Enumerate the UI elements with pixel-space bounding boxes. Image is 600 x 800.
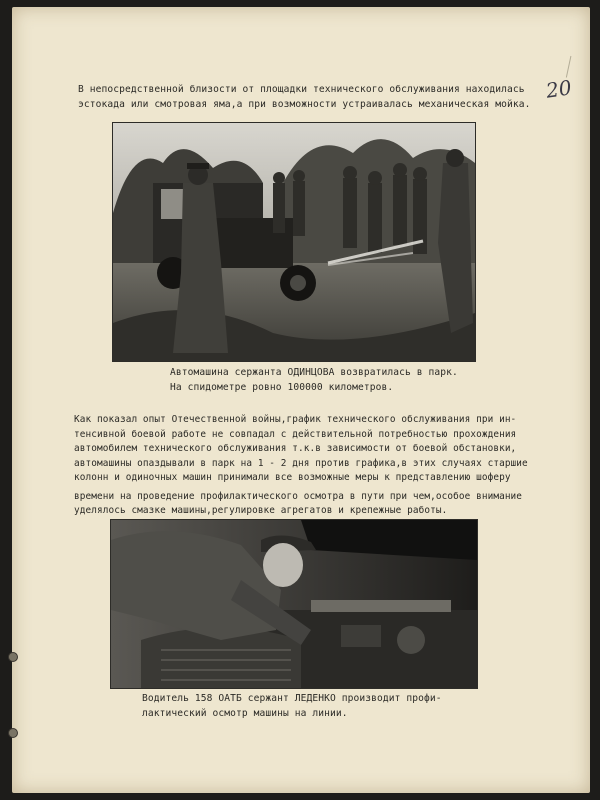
binding-hole — [8, 652, 18, 662]
body-line: автомашины опаздывали в парк на 1 - 2 дня против графика,в этих случаях старшие — [74, 457, 528, 469]
body-line: времени на проведение профилактического осмотра в пути при чем,особое внимание — [74, 490, 523, 502]
body-line: колонн и одиночных машин принимали все возможные меры к представлению шоферу — [74, 472, 511, 483]
photo-truck-washing — [112, 122, 476, 362]
body-line: уделялось смазке машины,регулировке агрегатов и крепежные работы. — [74, 505, 448, 516]
intro-paragraph — [78, 83, 530, 112]
photo-engine-inspection — [110, 519, 478, 689]
binding-hole — [8, 728, 18, 738]
caption-line: На спидометре ровно 100000 километров. — [170, 381, 394, 393]
caption-line: лактический осмотр машины на линии. — [142, 707, 348, 719]
truck-washing-image — [113, 123, 475, 361]
intro-line: В непосредственной близости от площадки технического обслуживания находилась — [78, 84, 525, 95]
intro-line: эстокада или смотровая яма,а при возможности устраивалась механическая мойка. — [78, 98, 531, 110]
body-line: тенсивной боевой работе не совпадал с действительной потребностью прохождения — [74, 428, 517, 440]
body-line: автомобилем технического обслуживания т.к.в зависимости от боевой обстановки, — [74, 443, 517, 454]
photo1-caption — [170, 366, 458, 395]
caption-line: Водитель 158 ОАТБ сержант ЛЕДЕНКО производит профи- — [142, 693, 442, 704]
body-paragraph — [74, 413, 528, 519]
engine-inspection-image — [111, 520, 477, 688]
document-page — [12, 7, 590, 793]
photo2-caption — [142, 692, 442, 721]
body-line: Как показал опыт Отечественной войны,график технического обслуживания при ин- — [74, 414, 517, 425]
page-number: 20 — [544, 75, 573, 103]
caption-line: Автомашина сержанта ОДИНЦОВА возвратилась в парк. — [170, 367, 458, 378]
